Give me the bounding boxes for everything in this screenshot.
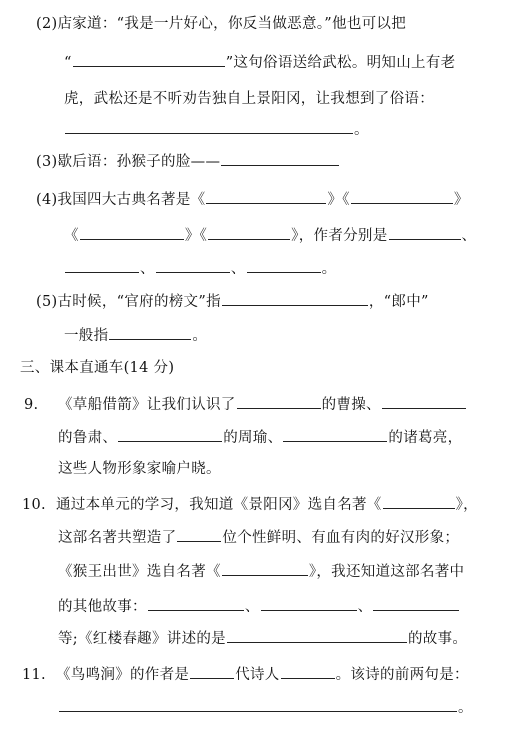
q4-text-1b: 》《 (327, 192, 350, 208)
q4-book-4-blank[interactable] (208, 225, 290, 240)
q2-text-1: (2)店家道：“我是一片好心，你反当做恶意。”他也可以把 (36, 16, 407, 32)
q11-period: 。 (458, 700, 473, 716)
q2-saying-blank[interactable] (65, 119, 353, 134)
q9-zhouyu-blank[interactable] (118, 427, 222, 442)
q5-text-1a: (5)古时候，“官府的榜文”指 (36, 294, 221, 310)
q9-text-1a: 《草船借箭》让我们认识了 (58, 397, 236, 413)
q4-author-2-blank[interactable] (65, 258, 139, 273)
q5-text-2b: 。 (192, 328, 208, 344)
q4-text-3c: 。 (321, 261, 337, 277)
q10-line-2 (58, 527, 516, 548)
q2-text-2: ”这句俗语送给武松。明知山上有老 (225, 55, 456, 71)
q10-story-1-blank[interactable] (148, 596, 244, 611)
q4-text-2b: 》《 (184, 228, 208, 244)
q4-author-3-blank[interactable] (156, 258, 230, 273)
q3-line-1 (36, 151, 516, 172)
q4-book-3-blank[interactable] (80, 225, 184, 240)
q9-lusu-blank[interactable] (382, 394, 466, 409)
q10-text-4a: 的其他故事： (58, 599, 147, 615)
q4-author-4-blank[interactable] (247, 258, 321, 273)
q9-number: 9. (24, 397, 39, 413)
q10-number: 10. (22, 497, 46, 513)
q11-line-1 (22, 664, 516, 685)
q2-line-3 (64, 89, 516, 109)
q3-text: (3)歇后语：孙猴子的脸—— (36, 154, 221, 170)
q4-text-2c: 》，作者分别是 (291, 228, 388, 244)
q10-hongloumeng-blank[interactable] (227, 628, 407, 643)
q11-dynasty-blank[interactable] (190, 664, 234, 679)
q4-book-2-blank[interactable] (351, 189, 453, 204)
q9-zhugeliang-blank[interactable] (283, 427, 387, 442)
q5-bangwen-blank[interactable] (222, 291, 368, 306)
q10-text-5b: 的故事。 (407, 631, 468, 647)
q10-text-4c: 、 (357, 599, 373, 615)
q4-author-1-blank[interactable] (389, 225, 461, 240)
q10-houwang-book-blank[interactable] (222, 561, 308, 576)
q11-text-1a: 《鸟鸣涧》的作者是 (56, 667, 190, 683)
q2-period: 。 (354, 122, 369, 138)
q10-count-blank[interactable] (177, 527, 221, 542)
q10-text-2a: 这部名著共塑造了 (58, 530, 177, 546)
q3-xiehouyu-blank[interactable] (221, 151, 339, 166)
q11-text-1b: 代诗人 (235, 667, 280, 683)
q2-proverb-blank[interactable] (73, 52, 225, 67)
q4-text-1a: (4)我国四大古典名著是《 (36, 192, 206, 208)
q2-line-2 (64, 52, 516, 73)
q4-text-1c: 》 (453, 192, 469, 208)
q11-poem-lines-blank[interactable] (59, 697, 457, 712)
q10-text-5a: 等;《红楼春趣》讲述的是 (58, 631, 226, 647)
q10-text-1a: 通过本单元的学习，我知道《景阳冈》选自名著《 (56, 497, 382, 513)
q5-line-1 (36, 291, 516, 312)
q4-line-3 (64, 258, 516, 279)
q9-text-2b: 的周瑜、 (223, 430, 283, 446)
q10-text-4b: 、 (244, 599, 260, 615)
q9-text-2a: 的鲁肃、 (58, 430, 118, 446)
q9-caocao-blank[interactable] (237, 394, 321, 409)
section-3-title: 三、课本直通车(14 分) (20, 360, 175, 376)
q4-text-3a: 、 (140, 261, 155, 277)
q5-text-1b: ，“郎中” (368, 294, 429, 310)
q9-text-2c: 的诸葛亮， (388, 430, 463, 446)
q9-text-1b: 的曹操、 (321, 397, 381, 413)
q11-poet-blank[interactable] (281, 664, 335, 679)
q4-line-2 (64, 225, 516, 246)
q10-source-book-blank[interactable] (383, 494, 455, 509)
q10-text-1b: 》， (455, 497, 478, 513)
q9-line-1 (24, 394, 516, 415)
q2-open-quote: “ (64, 55, 72, 71)
q4-text-3b: 、 (230, 261, 246, 277)
q9-text-3: 这些人物形象家喻户晓。 (58, 461, 221, 477)
q11-number: 11. (22, 667, 46, 683)
q11-line-2 (58, 697, 516, 718)
q10-story-3-blank[interactable] (373, 596, 459, 611)
q10-story-2-blank[interactable] (261, 596, 357, 611)
q10-line-5 (58, 628, 516, 649)
q2-line-4 (64, 119, 516, 140)
q4-line-1 (36, 189, 516, 210)
q9-line-2 (58, 427, 516, 448)
q5-text-2a: 一般指 (64, 328, 109, 344)
q4-text-2a: 《 (64, 228, 79, 244)
q2-line-1 (36, 14, 516, 34)
q4-text-2d: 、 (461, 228, 477, 244)
section-3-heading (20, 358, 516, 378)
q9-line-3 (58, 459, 516, 479)
q5-line-2 (64, 325, 516, 346)
q4-book-1-blank[interactable] (206, 189, 326, 204)
q10-line-3 (58, 561, 516, 582)
q11-text-1c: 。该诗的前两句是： (335, 667, 469, 683)
q5-langzhong-blank[interactable] (109, 325, 191, 340)
q10-line-1 (22, 494, 516, 515)
q10-text-2b: 位个性鲜明、有血有肉的好汉形象； (222, 530, 460, 546)
q10-line-4 (58, 596, 516, 617)
q10-text-3b: 》，我还知道这部名著中 (308, 564, 465, 580)
q10-text-3a: 《猴王出世》选自名著《 (58, 564, 221, 580)
q2-text-3: 虎，武松还是不听劝告独自上景阳冈，让我想到了俗语： (64, 91, 434, 107)
